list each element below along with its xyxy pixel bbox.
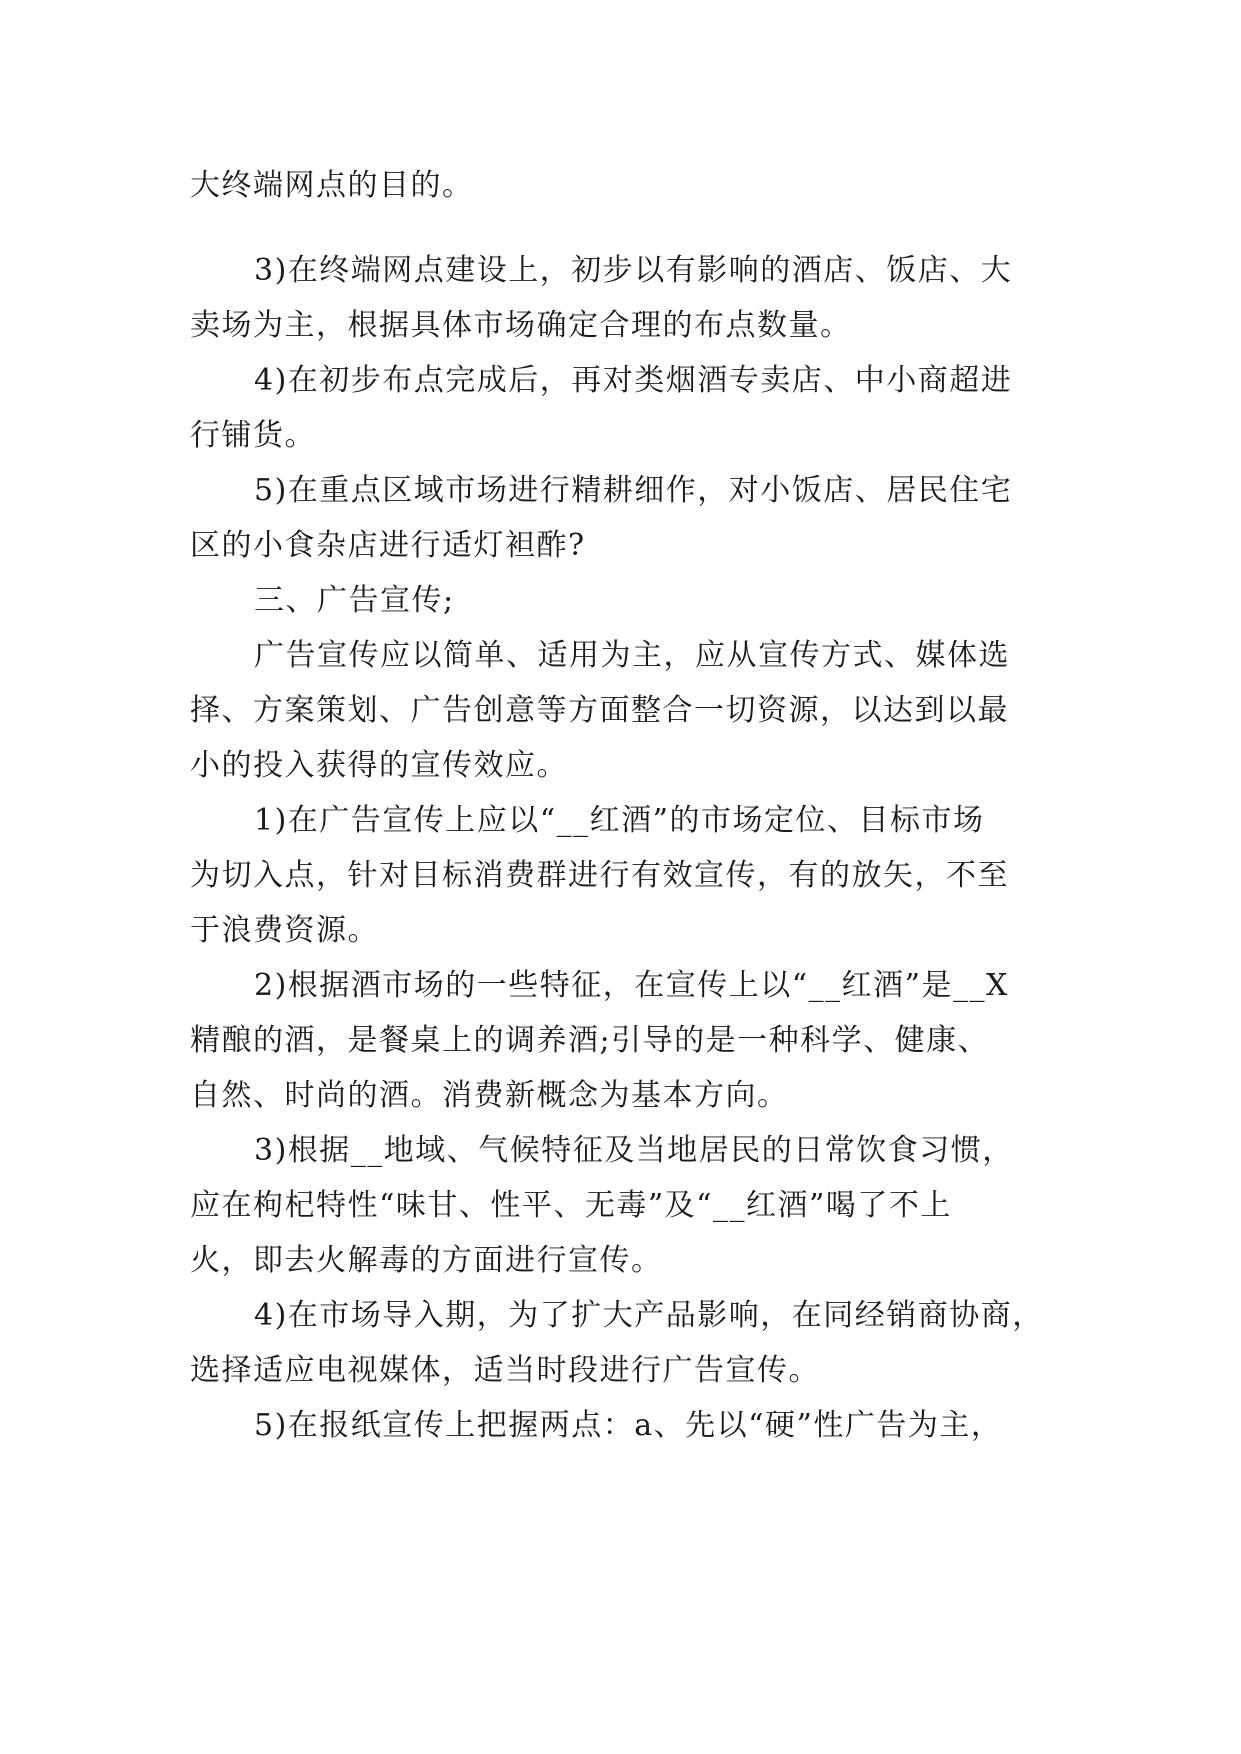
text-line: 4)在市场导入期，为了扩大产品影响，在同经销商协商，	[254, 1298, 1044, 1333]
text-line: 选择适应电视媒体，适当时段进行广告宣传。	[190, 1353, 820, 1388]
text-line: 区的小食杂店进行适灯袒酢?	[190, 528, 586, 563]
text-line: 于浪费资源。	[190, 913, 379, 948]
text-line: 1)在广告宣传上应以“__红酒”的市场定位、目标市场	[254, 803, 985, 838]
text-line: 大终端网点的目的。	[190, 168, 474, 203]
text-line: 应在枸杞特性“味甘、性平、无毒”及“__红酒”喝了不上	[190, 1188, 952, 1223]
text-line: 小的投入获得的宣传效应。	[190, 748, 568, 783]
section-heading: 三、广告宣传;	[254, 583, 455, 618]
text-line: 3)根据__地域、气候特征及当地居民的日常饮食习惯，	[254, 1133, 1014, 1168]
text-line: 4)在初步布点完成后，再对类烟酒专卖店、中小商超进	[254, 363, 1013, 398]
text-line: 广告宣传应以简单、适用为主，应从宣传方式、媒体选	[254, 638, 1010, 673]
text-line: 卖场为主，根据具体市场确定合理的布点数量。	[190, 308, 852, 343]
text-line: 为切入点，针对目标消费群进行有效宣传，有的放矢，不至	[190, 858, 1009, 893]
text-line: 5)在报纸宣传上把握两点：a、先以“硬”性广告为主，	[254, 1408, 1003, 1443]
text-line: 2)根据酒市场的一些特征，在宣传上以“__红酒”是__X	[254, 968, 1009, 1003]
text-line: 自然、时尚的酒。消费新概念为基本方向。	[190, 1078, 789, 1113]
text-line: 行铺货。	[190, 418, 316, 453]
text-line: 火，即去火解毒的方面进行宣传。	[190, 1243, 663, 1278]
text-line: 精酿的酒，是餐桌上的调养酒;引导的是一种科学、健康、	[190, 1023, 990, 1058]
text-line: 择、方案策划、广告创意等方面整合一切资源，以达到以最	[190, 693, 1009, 728]
text-line: 5)在重点区域市场进行精耕细作，对小饭店、居民住宅	[254, 473, 1013, 508]
text-line: 3)在终端网点建设上，初步以有影响的酒店、饭店、大	[254, 253, 1013, 288]
